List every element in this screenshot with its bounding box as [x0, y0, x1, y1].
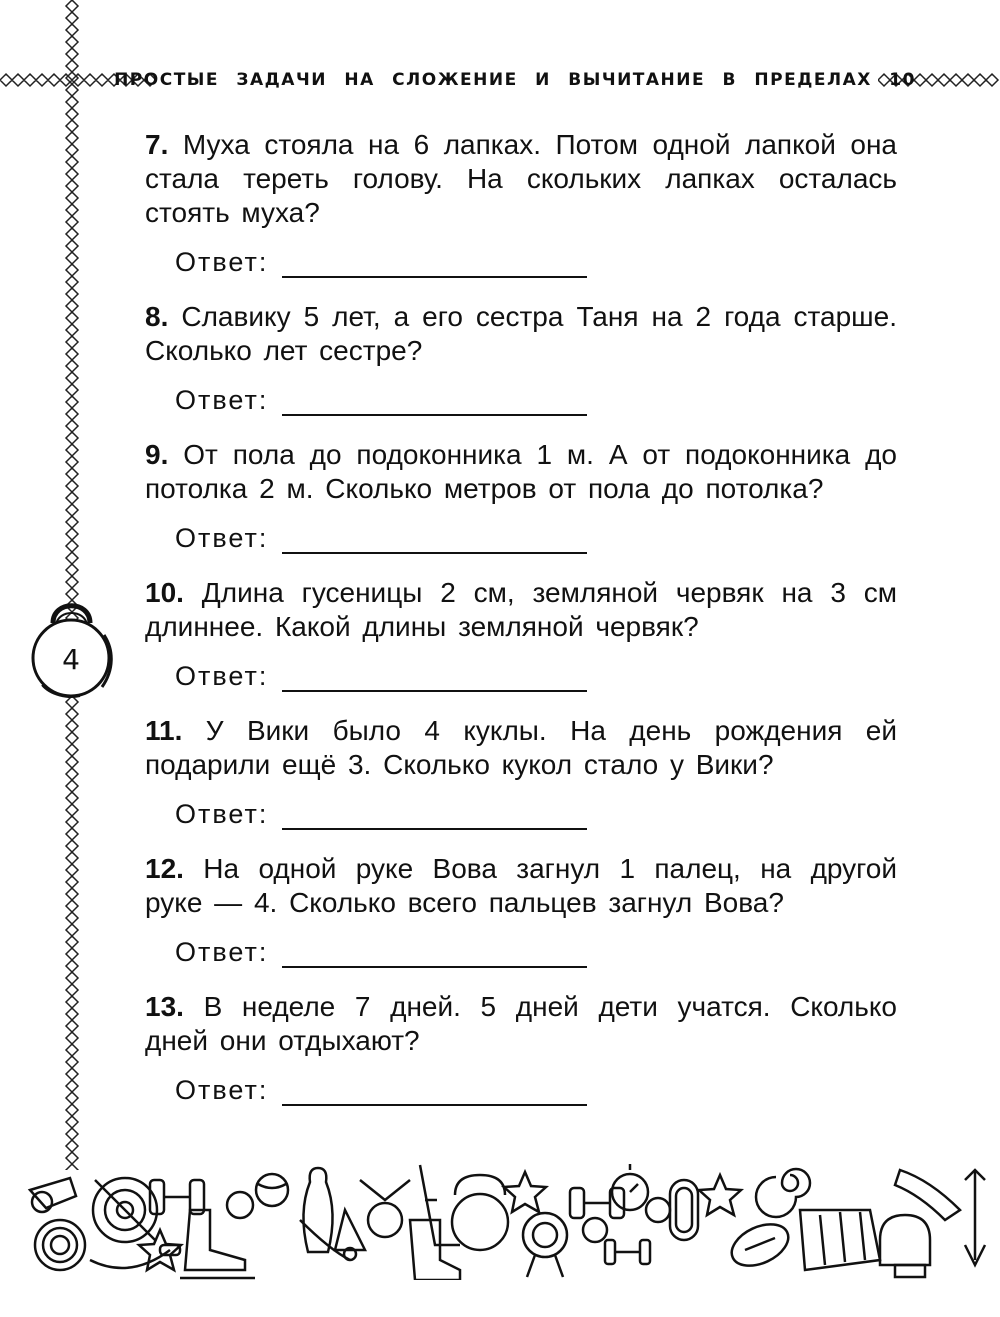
task-number: 10.: [145, 577, 184, 608]
task-text: У Вики было 4 куклы. На день рождения ей подарили ещё 3. Сколько кукол стало у Вики?: [145, 715, 898, 780]
answer-row: [145, 934, 897, 968]
page-header: [114, 66, 916, 94]
tasks-list: [145, 128, 897, 1128]
header-title: ПРОСТЫЕ ЗАДАЧИ НА СЛОЖЕНИЕ И ВЫЧИТАНИЕ В ПРЕДЕЛАХ 10: [114, 70, 916, 90]
task-number: 8.: [145, 301, 169, 332]
task-8: [145, 300, 897, 416]
answer-blank[interactable]: [282, 388, 587, 416]
task-text: На одной руке Вова загнул 1 палец, на другой руке — 4. Сколько всего пальцев загнул Вова?: [145, 853, 897, 918]
task-number: 13.: [145, 991, 184, 1022]
goggles-icon: [670, 1180, 698, 1240]
answer-blank[interactable]: [282, 802, 587, 830]
whistle-icon: [30, 1178, 76, 1212]
sports-doodles-border: [0, 1150, 1000, 1280]
task-number: 9.: [145, 439, 169, 470]
answer-label: Ответ:: [175, 1075, 269, 1105]
flipper-icon: [800, 1210, 880, 1270]
task-text: Длина гусеницы 2 см, земляной червяк на 3 см длиннее. Какой длины земляной червяк?: [145, 577, 897, 642]
answer-row: [145, 520, 897, 554]
page-number-badge: [28, 595, 123, 715]
ribbon-icon: [895, 1170, 960, 1220]
answer-label: Ответ:: [175, 937, 269, 967]
answer-blank[interactable]: [282, 1078, 587, 1106]
task-text: В неделе 7 дней. 5 дней дети учатся. Сколько дней они отдыхают?: [145, 991, 897, 1056]
answer-label: Ответ:: [175, 661, 269, 691]
answer-label: Ответ:: [175, 523, 269, 553]
medal-icon: [360, 1180, 410, 1237]
star-icon: [699, 1175, 741, 1215]
task-text: Славику 5 лет, а его сестра Таня на 2 года старше. Сколько лет сестре?: [145, 301, 898, 366]
answer-label: Ответ:: [175, 247, 269, 277]
task-number: 12.: [145, 853, 184, 884]
boxing-glove-icon: [880, 1215, 930, 1277]
answer-row: [145, 382, 897, 416]
dart-icon: [965, 1170, 985, 1265]
rugby-ball-icon: [725, 1216, 795, 1274]
star-icon: [504, 1172, 546, 1212]
answer-blank[interactable]: [282, 526, 587, 554]
answer-row: [145, 1072, 897, 1106]
answer-blank[interactable]: [282, 940, 587, 968]
stopwatch-icon: [612, 1164, 670, 1222]
left-zigzag-border: [62, 0, 82, 1170]
answer-row: [145, 796, 897, 830]
answer-row: [145, 658, 897, 692]
task-text: Муха стояла на 6 лапках. Потом одной лапкой она стала тереть голову. На скольких лапках осталась стоять муха?: [145, 129, 897, 228]
task-10: [145, 576, 897, 692]
answer-blank[interactable]: [282, 250, 587, 278]
bowling-pin-icon: [300, 1168, 350, 1260]
task-text: От пола до подоконника 1 м. А от подоконника до потолка 2 м. Сколько метров от пола до потолка?: [145, 439, 898, 504]
target-icon: [93, 1178, 157, 1242]
ice-skate-icon: [180, 1210, 255, 1278]
kettlebell-icon: [452, 1175, 508, 1250]
answer-row: [145, 244, 897, 278]
task-number: 7.: [145, 129, 169, 160]
answer-label: Ответ:: [175, 799, 269, 829]
task-number: 11.: [145, 715, 183, 746]
task-12: [145, 852, 897, 968]
task-7: [145, 128, 897, 278]
ball-icon: [227, 1174, 288, 1218]
answer-blank[interactable]: [282, 664, 587, 692]
rope-coil-icon: [35, 1220, 85, 1270]
task-9: [145, 438, 897, 554]
task-13: [145, 990, 897, 1106]
rosette-medal-icon: [523, 1213, 567, 1277]
answer-label: Ответ:: [175, 385, 269, 415]
task-11: [145, 714, 897, 830]
dumbbell-icon: [570, 1188, 650, 1264]
page-number: 4: [62, 643, 80, 676]
ball-icon: [583, 1218, 607, 1242]
